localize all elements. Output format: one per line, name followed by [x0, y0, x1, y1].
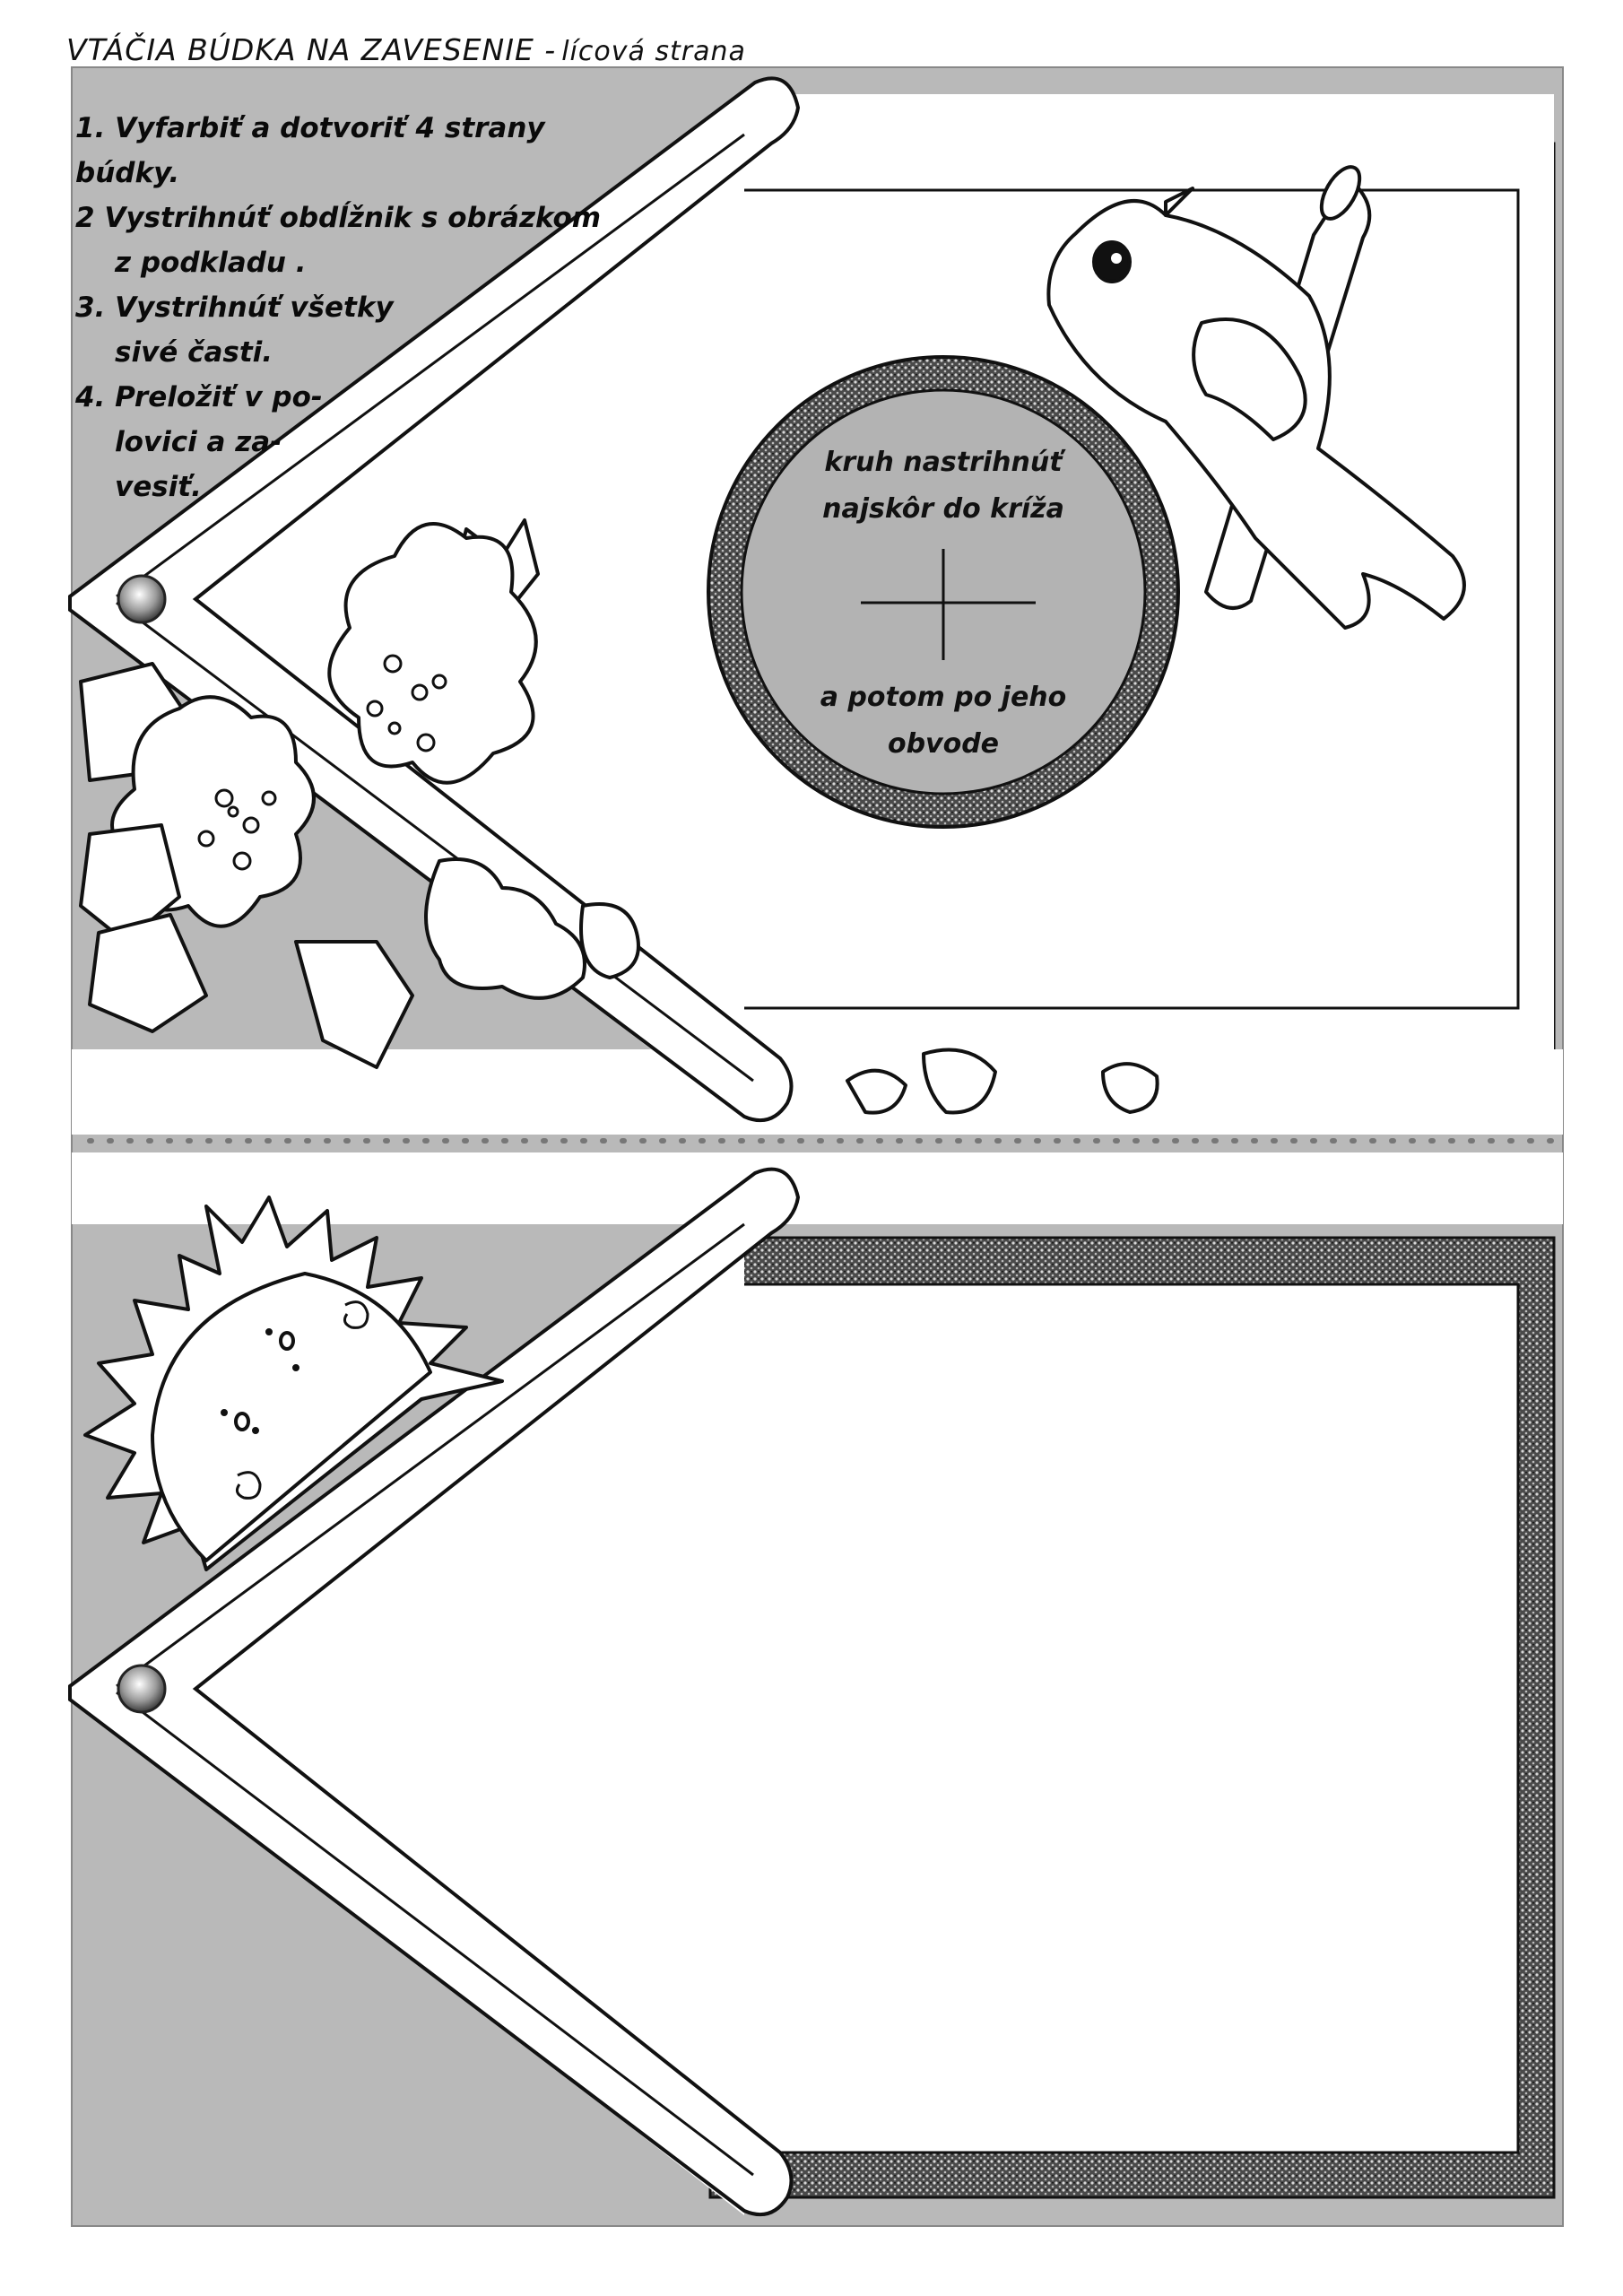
- instruction-3-line-2: sivé časti.: [115, 336, 273, 369]
- instruction-2: [75, 196, 649, 285]
- title-main: VTÁČIA BÚDKA NA ZAVESENIE -: [66, 32, 557, 67]
- instruction-4: [75, 375, 649, 509]
- instruction-3-line-1: 3. Vystrihnúť všetky: [75, 291, 394, 324]
- instruction-4-line-3: vesiť.: [115, 471, 202, 503]
- hole-instruction-bottom: [773, 674, 1114, 768]
- instruction-3: [75, 285, 649, 375]
- hole-text-line-2: najskôr do kríža: [822, 493, 1064, 525]
- grommet-icon: [118, 576, 165, 622]
- instruction-list: [75, 106, 649, 509]
- instruction-4-line-1: 4. Preložiť v po-: [75, 381, 323, 413]
- instruction-4-line-2: lovici a za-: [115, 426, 282, 458]
- instruction-1-line-1: 1. Vyfarbiť a dotvoriť 4 strany búdky.: [75, 112, 545, 189]
- instruction-2-line-2: z podkladu .: [115, 247, 307, 279]
- instruction-1: [75, 106, 649, 196]
- grommet-icon: [118, 1665, 165, 1712]
- instruction-2-line-1: 2 Vystrihnúť obdĺžnik s obrázkom: [75, 202, 602, 234]
- title-sub: lícová strana: [561, 36, 746, 67]
- hole-text-line-4: obvode: [887, 728, 1000, 760]
- hole-text-line-3: a potom po jeho: [820, 682, 1067, 713]
- hole-text-line-1: kruh nastrihnúť: [824, 447, 1063, 478]
- hole-instruction-top: [773, 439, 1114, 533]
